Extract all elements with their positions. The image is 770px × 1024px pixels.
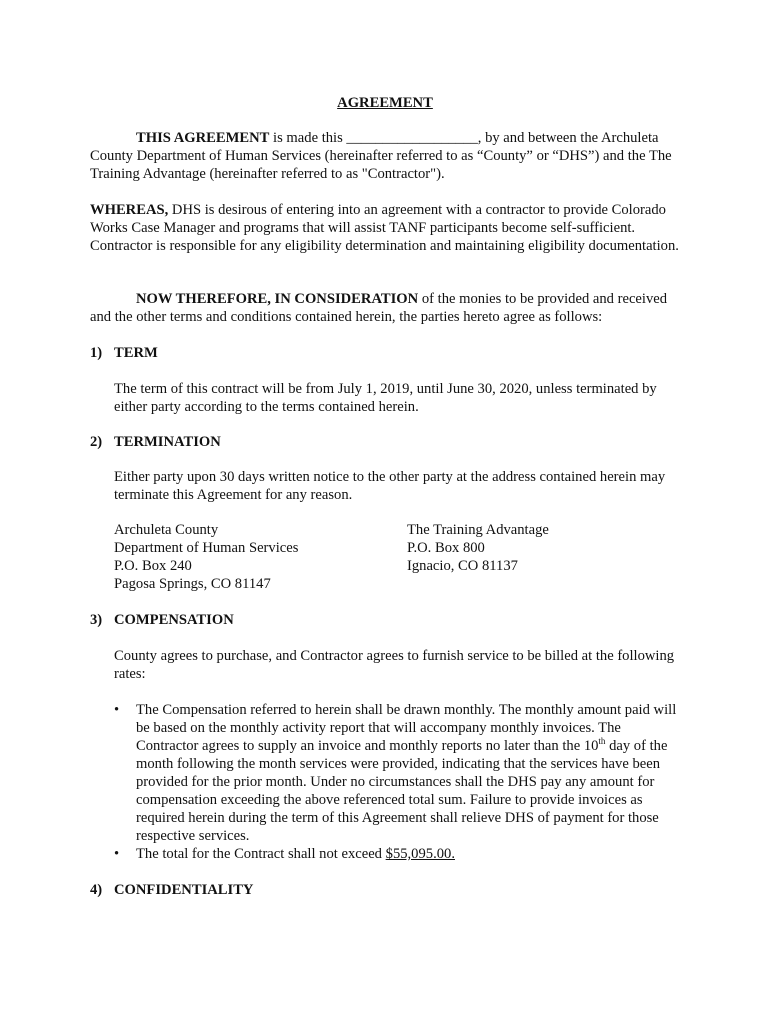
compensation-paragraph: County agrees to purchase, and Contractor agrees to furnish service to be billed at the following rates: bbox=[114, 648, 675, 682]
section-number: 4) bbox=[90, 882, 103, 898]
address-line: P.O. Box 240 bbox=[114, 558, 192, 574]
whereas-lead: WHEREAS, bbox=[90, 202, 169, 218]
bullet-text: The Compensation referred to herein shall be drawn monthly. The monthly amount paid will be based on the monthly activity report that will accompany monthly invoices. The Contractor agrees to supply an invoice and monthly reports no later than the 10 bbox=[136, 702, 677, 754]
whereas-text: DHS is desirous of entering into an agreement with a contractor to provide Colorado Works Case Manager and programs that will assist TANF participants become self-sufficient. Contractor is responsible for any eligibility determination and maintaining eligibility documentation. bbox=[90, 202, 679, 254]
termination-paragraph: Either party upon 30 days written notice to the other party at the address contained herein may terminate this Agreement for any reason. bbox=[114, 469, 666, 503]
bullet-item bbox=[114, 845, 684, 863]
address-line: Ignacio, CO 81137 bbox=[407, 558, 518, 574]
bullet-icon: • bbox=[114, 702, 120, 718]
bullet-item bbox=[114, 701, 684, 845]
address-contractor bbox=[407, 521, 549, 575]
address-line: The Training Advantage bbox=[407, 522, 549, 538]
now-therefore-paragraph bbox=[90, 290, 690, 326]
compensation-bullet-list bbox=[114, 701, 684, 863]
section-number: 1) bbox=[90, 345, 103, 361]
section-title: CONFIDENTIALITY bbox=[114, 882, 254, 898]
address-line: Pagosa Springs, CO 81147 bbox=[114, 576, 271, 592]
whereas-paragraph bbox=[90, 201, 690, 255]
section-number: 2) bbox=[90, 434, 103, 450]
section-number: 3) bbox=[90, 612, 103, 628]
intro-lead: THIS AGREEMENT bbox=[136, 130, 270, 146]
contract-total-amount: $55,095.00. bbox=[385, 846, 455, 862]
address-line: Archuleta County bbox=[114, 522, 219, 538]
now-therefore-lead: NOW THEREFORE, IN CONSIDERATION bbox=[136, 291, 419, 307]
intro-text: is made this __________________, by and between the Archuleta County Department of Human Services (hereinafter referred to as “County” or “DHS”) and the The Training Advantage (hereinafter referred to as "Contractor"). bbox=[90, 130, 672, 182]
address-county bbox=[114, 521, 298, 593]
address-line: Department of Human Services bbox=[114, 540, 299, 556]
section-heading-term bbox=[90, 344, 158, 362]
superscript: th bbox=[598, 736, 606, 747]
section-heading-confidentiality bbox=[90, 881, 253, 899]
bullet-icon: • bbox=[114, 846, 120, 862]
section-heading-compensation bbox=[90, 611, 234, 629]
section-title: COMPENSATION bbox=[114, 612, 234, 628]
term-paragraph: The term of this contract will be from July 1, 2019, until June 30, 2020, unless terminated by either party according to the terms contained herein. bbox=[114, 381, 657, 415]
bullet-text: The total for the Contract shall not exceed bbox=[136, 846, 386, 862]
section-title: TERMINATION bbox=[114, 434, 221, 450]
intro-paragraph bbox=[90, 129, 690, 183]
section-heading-termination bbox=[90, 433, 221, 451]
document-title: AGREEMENT bbox=[337, 95, 433, 111]
address-line: P.O. Box 800 bbox=[407, 540, 485, 556]
bullet-text-cont: day of the month following the month services were provided, indicating that the services have been provided for the prior month. Under no circumstances shall the DHS pay any amount for compensation exceeding the above referenced total sum. Failure to provide invoices as required herein during the term of this Agreement shall relieve DHS of payment for those respective services. bbox=[136, 738, 668, 844]
section-title: TERM bbox=[114, 345, 158, 361]
now-therefore-text: of the monies to be provided and received and the other terms and conditions contained herein, the parties hereto agree as follows: bbox=[90, 291, 668, 325]
